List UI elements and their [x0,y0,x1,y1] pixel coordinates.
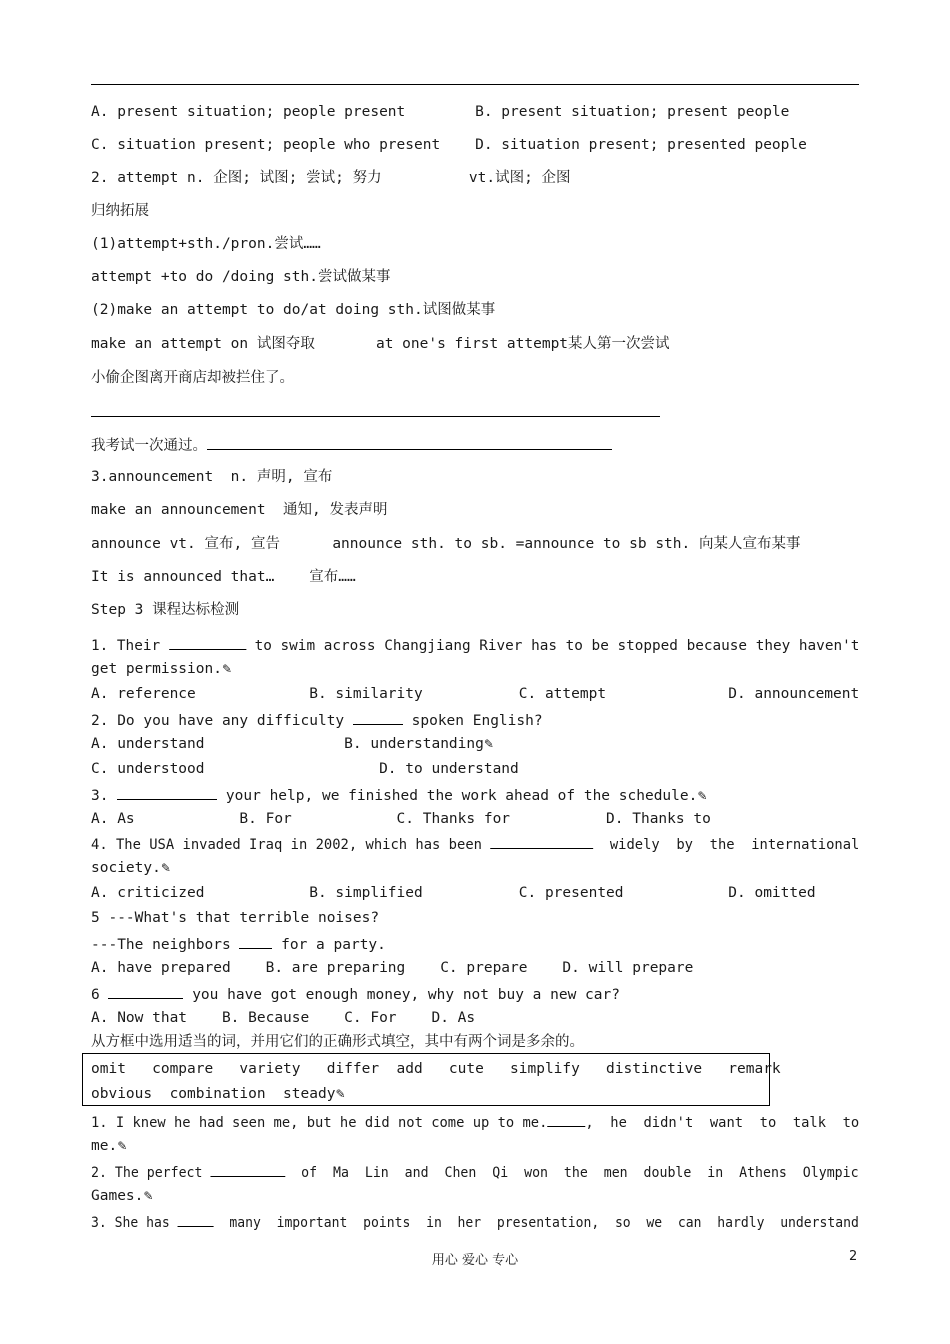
text-line: 小偷企图离开商店却被拦住了。 [91,370,294,386]
text-line: 3.announcement n. 声明, 宣布 [91,469,333,485]
text-line: attempt +to do /doing sth.尝试做某事 [91,269,391,285]
text-line [91,435,612,455]
fill-line: 2. The perfect of Ma Lin and Chen Qi won the men double in Athens Olympic [91,1162,859,1182]
question-line: get permission.✎ [91,661,233,677]
answer-blank [239,934,272,949]
options-line: C. understood D. to understand [91,761,519,777]
question-line: 3. your help, we finished the work ahead of the schedule.✎ [91,785,707,805]
fill-line: me.✎ [91,1138,128,1154]
step-heading: Step 3 课程达标检测 [91,602,240,618]
text-line: (1)attempt+sth./pron.尝试…… [91,236,321,252]
text-line: make an attempt on 试图夺取 at one's first attempt某人第一次尝试 [91,336,670,352]
pen-mark-icon: ✎ [335,1087,346,1101]
word-box-line: obvious combination steady✎ [91,1086,346,1102]
answer-blank [169,635,246,650]
answer-blank [117,785,217,800]
pen-mark-icon: ✎ [117,1139,128,1153]
fill-line: 1. I knew he had seen me, but he did not come up to me. , he didn't want to talk to [91,1112,859,1132]
header-rule [91,84,859,85]
exam-sentence: 我考试一次通过。 [91,438,207,454]
fill-line: Games.✎ [91,1188,154,1204]
text-line: 2. attempt n. 企图; 试图; 尝试; 努力 vt.试图; 企图 [91,170,571,186]
question-line: ---The neighbors for a party. [91,934,386,954]
options-line: A. understand B. understanding✎ [91,736,494,752]
answer-blank [108,984,183,999]
answer-blank [353,710,403,725]
question-line: society.✎ [91,860,171,876]
options-line: A. Now that B. Because C. For D. As [91,1010,476,1026]
text-line: C. situation present; people who present D. situation present; presented people [91,137,807,153]
question-line: 1. Their to swim across Changjiang River has to be stopped because they haven't [91,635,859,655]
text-line: (2)make an attempt to do/at doing sth.试图做某事 [91,302,496,318]
pen-mark-icon: ✎ [483,737,494,751]
options-line: A. criticized B. simplified C. presented D. omitted [91,885,816,901]
answer-blank [210,1162,285,1177]
answer-blank [490,834,593,849]
answer-line [91,416,660,417]
question-line: 4. The USA invaded Iraq in 2002, which has been widely by the international [91,834,859,854]
pen-mark-icon: ✎ [697,789,708,803]
answer-blank [547,1112,585,1127]
answer-blank [178,1212,214,1227]
question-line: 5 ---What's that terrible noises? [91,910,380,926]
text-line: It is announced that… 宣布…… [91,569,356,585]
pen-mark-icon: ✎ [143,1189,154,1203]
page-number: 2 [849,1249,858,1264]
text-line: make an announcement 通知, 发表声明 [91,502,388,518]
options-line: A. As B. For C. Thanks for D. Thanks to [91,811,711,827]
pen-mark-icon: ✎ [221,662,233,676]
text-line: 归纳拓展 [91,203,149,219]
options-line: A. reference B. similarity C. attempt D. announcement [91,686,860,702]
question-line: 6 you have got enough money, why not buy a new car? [91,984,620,1004]
text-line: A. present situation; people present B. present situation; present people [91,104,790,120]
fill-line: 3. She has many important points in her presentation, so we can hardly understand [91,1212,859,1232]
footer-text: 用心 爱心 专心 [431,1253,519,1268]
text-line: announce vt. 宣布, 宣告 announce sth. to sb. =announce to sb sth. 向某人宣布某事 [91,536,801,552]
answer-blank [207,435,612,450]
pen-mark-icon: ✎ [160,861,171,875]
question-line: 2. Do you have any difficulty spoken English? [91,710,543,730]
instruction: 从方框中选用适当的词，并用它们的正确形式填空，其中有两个词是多余的。 [91,1034,584,1050]
word-box-line: omit compare variety differ add cute simplify distinctive remark [91,1061,781,1077]
options-line: A. have prepared B. are preparing C. prepare D. will prepare [91,960,694,976]
